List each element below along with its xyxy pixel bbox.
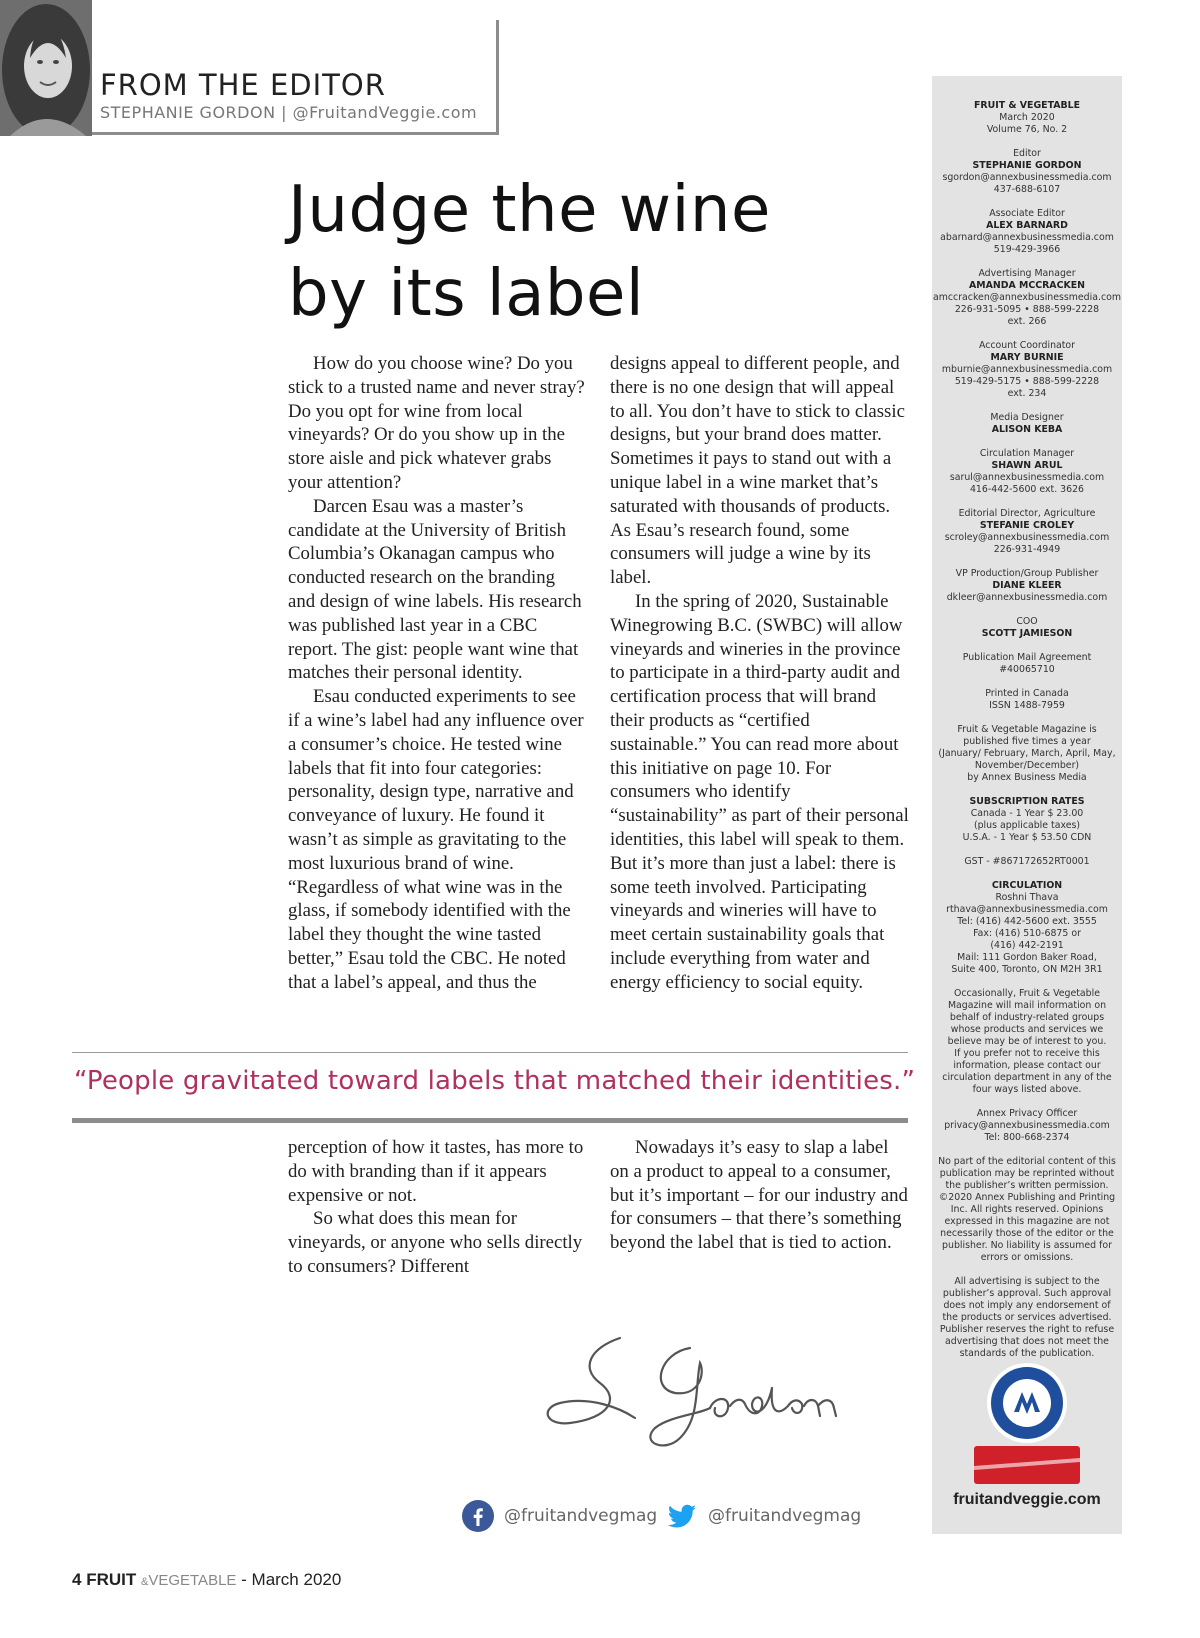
paragraph: perception of how it tastes, has more to do with branding than if it appears expensive or not. [288, 1137, 584, 1206]
masthead-notice-line: All advertising is subject to the [954, 1276, 1100, 1287]
masthead-notice-line: Tel: 800-668-2374 [984, 1132, 1070, 1143]
masthead-role: Editorial Director, Agriculture [958, 508, 1096, 519]
facebook-handle: @fruitandvegmag [504, 1506, 658, 1526]
masthead-entry [932, 724, 1122, 784]
masthead-line: Canada - 1 Year $ 23.00 [970, 808, 1084, 819]
masthead-notice-line: If you prefer not to receive this [954, 1048, 1100, 1059]
masthead-name: AMANDA MCCRACKEN [969, 280, 1085, 291]
article-column-2-top [610, 352, 910, 995]
masthead-name: STEPHANIE GORDON [972, 160, 1082, 171]
masthead-notice-line: does not imply any endorsement of [943, 1300, 1111, 1311]
masthead-line: Tel: (416) 442-5600 ext. 3555 [957, 916, 1097, 927]
masthead-role: Printed in Canada [985, 688, 1069, 699]
masthead-notice-line: publication may be reprinted without [939, 1168, 1115, 1179]
masthead-notice [938, 1108, 1116, 1144]
masthead-role: Circulation Manager [979, 448, 1075, 459]
masthead-role: Account Coordinator [978, 340, 1076, 351]
masthead-name: SHAWN ARUL [991, 460, 1063, 471]
masthead-line: by Annex Business Media [967, 772, 1087, 783]
masthead-line: abarnard@annexbusinessmedia.com [940, 232, 1114, 243]
masthead-role: Media Designer [990, 412, 1064, 423]
masthead-line: 437-688-6107 [993, 184, 1061, 195]
footer-brand-fruit: FRUIT [86, 1570, 137, 1589]
paragraph: In the spring of 2020, Sustainable Winegrowing B.C. (SWBC) will allow vineyards and wineries in the province to participate in a third-party audit and certification process that will brand their products as “certified sustainable.” You can read more about this initiative on page 10. For consumers who identify “sustainability” as part of their personal identities, this label will speak to them. But it’s more than just a label: there is some teeth involved. Participating vineyards and wineries will have to meet certain sustainability goals that include everything from water and energy efficiency to social equity. [610, 590, 909, 993]
masthead-line: Volume 76, No. 2 [986, 124, 1068, 135]
masthead-line: ext. 266 [1007, 316, 1047, 327]
page-number: 4 [72, 1570, 82, 1589]
masthead-notice-line: publisher. No liability is assumed for [942, 1240, 1112, 1251]
masthead-line: published five times a year [963, 736, 1091, 747]
article-column-1-top [288, 352, 586, 995]
masthead-entry [932, 412, 1122, 436]
masthead-list [932, 76, 1122, 1360]
masthead-line: Fax: (416) 510-6875 or [973, 928, 1081, 939]
paragraph: Darcen Esau was a master’s candidate at the University of British Columbia’s Okanagan campus who conducted research on the branding and design of wine labels. His research was published last year in a CBC report. The gist: people want wine that matches their personal identity. [288, 495, 582, 684]
article-column-2-bottom [610, 1136, 910, 1255]
masthead-role: VP Production/Group Publisher [955, 568, 1099, 579]
masthead-entry [932, 616, 1122, 640]
pull-quote-top-rule [72, 1052, 908, 1053]
masthead-notice [938, 988, 1116, 1096]
masthead-line: sgordon@annexbusinessmedia.com [942, 172, 1112, 183]
masthead-role: Fruit & Vegetable Magazine is [957, 724, 1097, 735]
masthead-entry [932, 880, 1122, 976]
masthead-line: 226-931-4949 [993, 544, 1061, 555]
masthead-entry [932, 508, 1122, 556]
masthead-line: 519-429-3966 [993, 244, 1061, 255]
masthead-name: SUBSCRIPTION RATES [969, 796, 1085, 807]
masthead-entry [932, 100, 1122, 136]
masthead-notice-line: No part of the editorial content of this [938, 1156, 1116, 1167]
website-url[interactable]: fruitandveggie.com [953, 1491, 1101, 1508]
masthead-line: mburnie@annexbusinessmedia.com [941, 364, 1113, 375]
masthead-line: 226-931-5095 • 888-599-2228 [954, 304, 1100, 315]
masthead-line: Roshni Thava [995, 892, 1059, 903]
masthead-line: Suite 400, Toronto, ON M2H 3R1 [951, 964, 1103, 975]
masthead-sidebar [932, 76, 1122, 1534]
masthead-role: Publication Mail Agreement [962, 652, 1092, 663]
masthead-notice-line: Publisher reserves the right to refuse [939, 1324, 1115, 1335]
masthead-role: Advertising Manager [978, 268, 1076, 279]
masthead-line: (January/ February, March, April, May, [938, 748, 1116, 759]
paragraph: How do you choose wine? Do you stick to a trusted name and never stray? Do you opt for wine from local vineyards? Or do you show up in the store aisle and pick whatever grabs your attention? [288, 353, 585, 493]
masthead-role: COO [1016, 616, 1038, 627]
masthead-role: Editor [1013, 148, 1041, 159]
masthead-line: (416) 442-2191 [990, 940, 1064, 951]
masthead-name: DIANE KLEER [992, 580, 1062, 591]
page-footer [72, 1570, 341, 1590]
paragraph: Nowadays it’s easy to slap a label on a product to appeal to a consumer, but it’s important – for our industry and for consumers – that there’s something beyond the label that is tied to action. [610, 1137, 908, 1254]
masthead-line: scroley@annexbusinessmedia.com [944, 532, 1110, 543]
pull-quote-bottom-rule [72, 1118, 908, 1123]
masthead-notice-line: errors or omissions. [980, 1252, 1074, 1263]
masthead-notice-line: information, please contact our [953, 1060, 1101, 1071]
masthead-entry [932, 340, 1122, 400]
editor-signature [540, 1328, 860, 1463]
paragraph: So what does this mean for vineyards, or anyone who sells directly to consumers? Different [288, 1208, 583, 1277]
footer-brand-vegetable: VEGETABLE [148, 1572, 237, 1589]
masthead-entry [932, 448, 1122, 496]
article-column-1-bottom [288, 1136, 586, 1279]
masthead-line: March 2020 [999, 112, 1055, 123]
byline: STEPHANIE GORDON | @FruitandVeggie.com [100, 103, 478, 122]
masthead-notice-line: Magazine will mail information on [947, 1000, 1107, 1011]
masthead-name: STEFANIE CROLEY [979, 520, 1075, 531]
footer-brand-amp: & [140, 1576, 149, 1588]
masthead-line: ISSN 1488-7959 [989, 700, 1065, 711]
twitter-handle: @fruitandvegmag [708, 1506, 862, 1526]
masthead-line: (plus applicable taxes) [973, 820, 1081, 831]
masthead-notice-line: ©2020 Annex Publishing and Printing [938, 1192, 1116, 1203]
masthead-name: ALISON KEBA [991, 424, 1063, 435]
masthead-line: 519-429-5175 • 888-599-2228 [954, 376, 1100, 387]
masthead-entry [932, 148, 1122, 196]
footer-issue: - March 2020 [236, 1570, 342, 1589]
masthead-line: amccracken@annexbusinessmedia.com [933, 292, 1121, 303]
masthead-notice-line: standards of the publication. [959, 1348, 1095, 1359]
facebook-icon [462, 1500, 494, 1532]
masthead-entry [932, 568, 1122, 604]
magazines-canada-logo [974, 1446, 1080, 1484]
masthead-notice-line: Occasionally, Fruit & Vegetable [953, 988, 1101, 999]
masthead-notice-line: Inc. All rights reserved. Opinions [950, 1204, 1104, 1215]
paragraph: Esau conducted experiments to see if a wine’s label had any influence over a consumer’s choice. He tested wine labels that fit into four categories: personality, design type, narrative and conveyance of luxury. He found it wasn’t as simple as gravitating to the most luxurious brand of wine. “Regardless of what wine was in the glass, if somebody identified with the label they thought the wine tasted better,” Esau told the CBC. He noted that a label’s appeal, and thus the [288, 686, 584, 993]
section-title: FROM THE EDITOR [100, 68, 386, 102]
masthead-notice-line: circulation department in any of the [942, 1072, 1112, 1083]
masthead-entry [932, 208, 1122, 256]
masthead-notice-line: whose products and services we [950, 1024, 1104, 1035]
masthead-name: CIRCULATION [991, 880, 1063, 891]
masthead-notice-line: expressed in this magazine are not [944, 1216, 1110, 1227]
masthead-notice-line: four ways listed above. [972, 1084, 1082, 1095]
masthead-line: U.S.A. - 1 Year $ 53.50 CDN [962, 832, 1092, 843]
headline-line-1: Judge the wine [288, 173, 771, 247]
twitter-icon [666, 1500, 698, 1532]
masthead-notice-line: Annex Privacy Officer [976, 1108, 1078, 1119]
masthead-line: ext. 234 [1007, 388, 1047, 399]
masthead-notice-line: necessarily those of the editor or the [940, 1228, 1114, 1239]
masthead-role: GST - #867172652RT0001 [964, 856, 1090, 867]
masthead-notice-line: behalf of industry-related groups [949, 1012, 1105, 1023]
masthead-line: rthava@annexbusinessmedia.com [946, 904, 1108, 915]
masthead-notice-line: advertising that does not meet the [945, 1336, 1109, 1347]
masthead-notice-line: publisher’s approval. Such approval [942, 1288, 1112, 1299]
masthead-entry [932, 796, 1122, 844]
masthead-line: sarul@annexbusinessmedia.com [949, 472, 1105, 483]
masthead-line: 416-442-5600 ext. 3626 [969, 484, 1085, 495]
masthead-notice [938, 1156, 1116, 1264]
article-headline [288, 168, 848, 336]
headline-line-2: by its label [288, 257, 645, 331]
masthead-line: dkleer@annexbusinessmedia.com [946, 592, 1108, 603]
masthead-entry [932, 652, 1122, 676]
masthead-name: SCOTT JAMIESON [981, 628, 1073, 639]
masthead-role: Associate Editor [989, 208, 1065, 219]
masthead-notice-line: believe may be of interest to you. [947, 1036, 1107, 1047]
masthead-notice-line: privacy@annexbusinessmedia.com [944, 1120, 1110, 1131]
twitter-link[interactable] [666, 1500, 861, 1532]
masthead-notice-line: the products or services advertised. [942, 1312, 1112, 1323]
facebook-link[interactable] [462, 1500, 657, 1532]
aam-certification-badge [986, 1362, 1068, 1448]
masthead-notice-line: the publisher’s written permission. [945, 1180, 1109, 1191]
masthead-notice [938, 1276, 1116, 1360]
masthead-name: ALEX BARNARD [986, 220, 1068, 231]
masthead-name: MARY BURNIE [990, 352, 1064, 363]
pull-quote: “People gravitated toward labels that matched their identities.” [74, 1066, 916, 1096]
masthead-entry [932, 856, 1122, 868]
masthead-entry [932, 268, 1122, 328]
masthead-line: Mail: 111 Gordon Baker Road, [957, 952, 1097, 963]
masthead-line: November/December) [974, 760, 1080, 771]
masthead-entry [932, 688, 1122, 712]
masthead-line: #40065710 [999, 664, 1055, 675]
masthead-publication-title: FRUIT & VEGETABLE [973, 100, 1081, 111]
editor-photo [0, 0, 92, 136]
paragraph: designs appeal to different people, and there is no one design that will appeal to all. You don’t have to stick to classic designs, but your brand does matter. Sometimes it pays to stand out with a unique label in a wine market that’s saturated with thousands of products. As Esau’s research found, some consumers will judge a wine by its label. [610, 353, 905, 589]
